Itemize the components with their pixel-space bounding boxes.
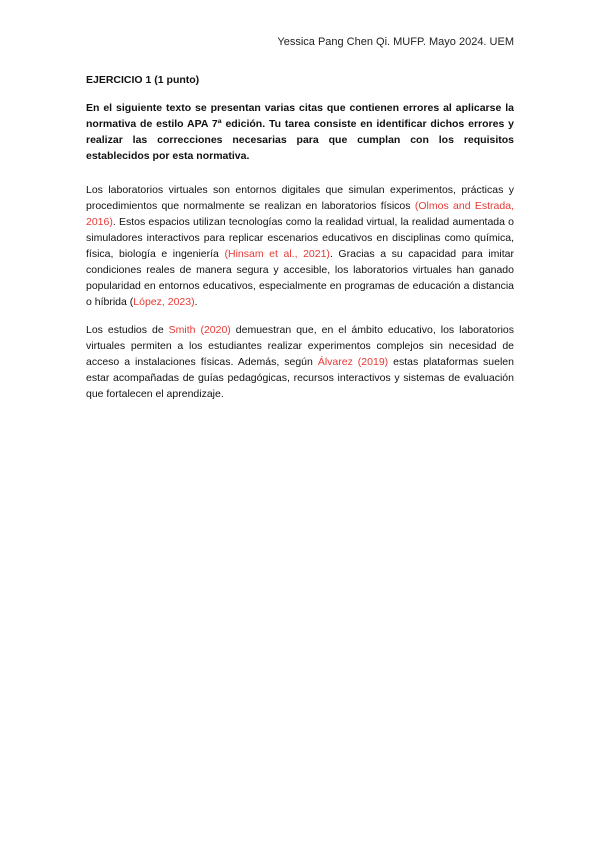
paragraph-1-text-3: . Gracias a su capacidad para imitar condiciones reales de manera segura y accesible, los laboratorios virtuales han ganado popularidad en entornos educativos, especialmente en programas de educación a distancia o híbrida ( <box>86 248 514 308</box>
citation-lopez: López, 2023) <box>133 296 195 308</box>
citation-hinsam: (Hinsam et al., 2021) <box>224 248 330 260</box>
paragraph-2-text-2: demuestran que, en el ámbito educativo, los laboratorios virtuales permiten a los estudiantes realizar experimentos complejos sin necesidad de acceso a instalaciones físicas. Además, según <box>86 324 515 368</box>
citation-alvarez: Álvarez (2019) <box>317 356 389 368</box>
document-body <box>86 72 514 414</box>
citation-olmos-estrada: (Olmos and Estrada, 2016) <box>86 200 514 228</box>
paragraph-1 <box>86 182 514 310</box>
citation-smith: Smith (2020) <box>168 324 231 336</box>
page-header: Yessica Pang Chen Qi. MUFP. Mayo 2024. UEM <box>277 36 514 48</box>
exercise-instructions: En el siguiente texto se presentan varias citas que contienen errores al aplicarse la normativa de estilo APA 7ª edición. Tu tarea consiste en identificar dichos errores y realizar las correcciones necesarias para que cumplan con los requisitos establecidos por esta normativa. <box>86 102 514 162</box>
paragraph-2-text-1: Los estudios de <box>86 324 169 336</box>
paragraph-1-text-2: . Estos espacios utilizan tecnologías como la realidad virtual, la realidad aumentada o simuladores interactivos para replicar escenarios educativos en disciplinas como química, física, biología e ingeniería <box>86 216 514 260</box>
paragraph-2-text-3: estas plataformas suelen estar acompañadas de guías pedagógicas, recursos interactivos y sistemas de evaluación que fortalecen el aprendizaje. <box>86 356 514 400</box>
paragraph-2 <box>86 322 514 402</box>
paragraph-1-text-1: Los laboratorios virtuales son entornos digitales que simulan experimentos, prácticas y procedimientos que normalmente se realizan en laboratorios físicos <box>86 184 514 212</box>
exercise-title: EJERCICIO 1 (1 punto) <box>86 74 200 86</box>
paragraph-1-text-4: . <box>194 296 198 308</box>
